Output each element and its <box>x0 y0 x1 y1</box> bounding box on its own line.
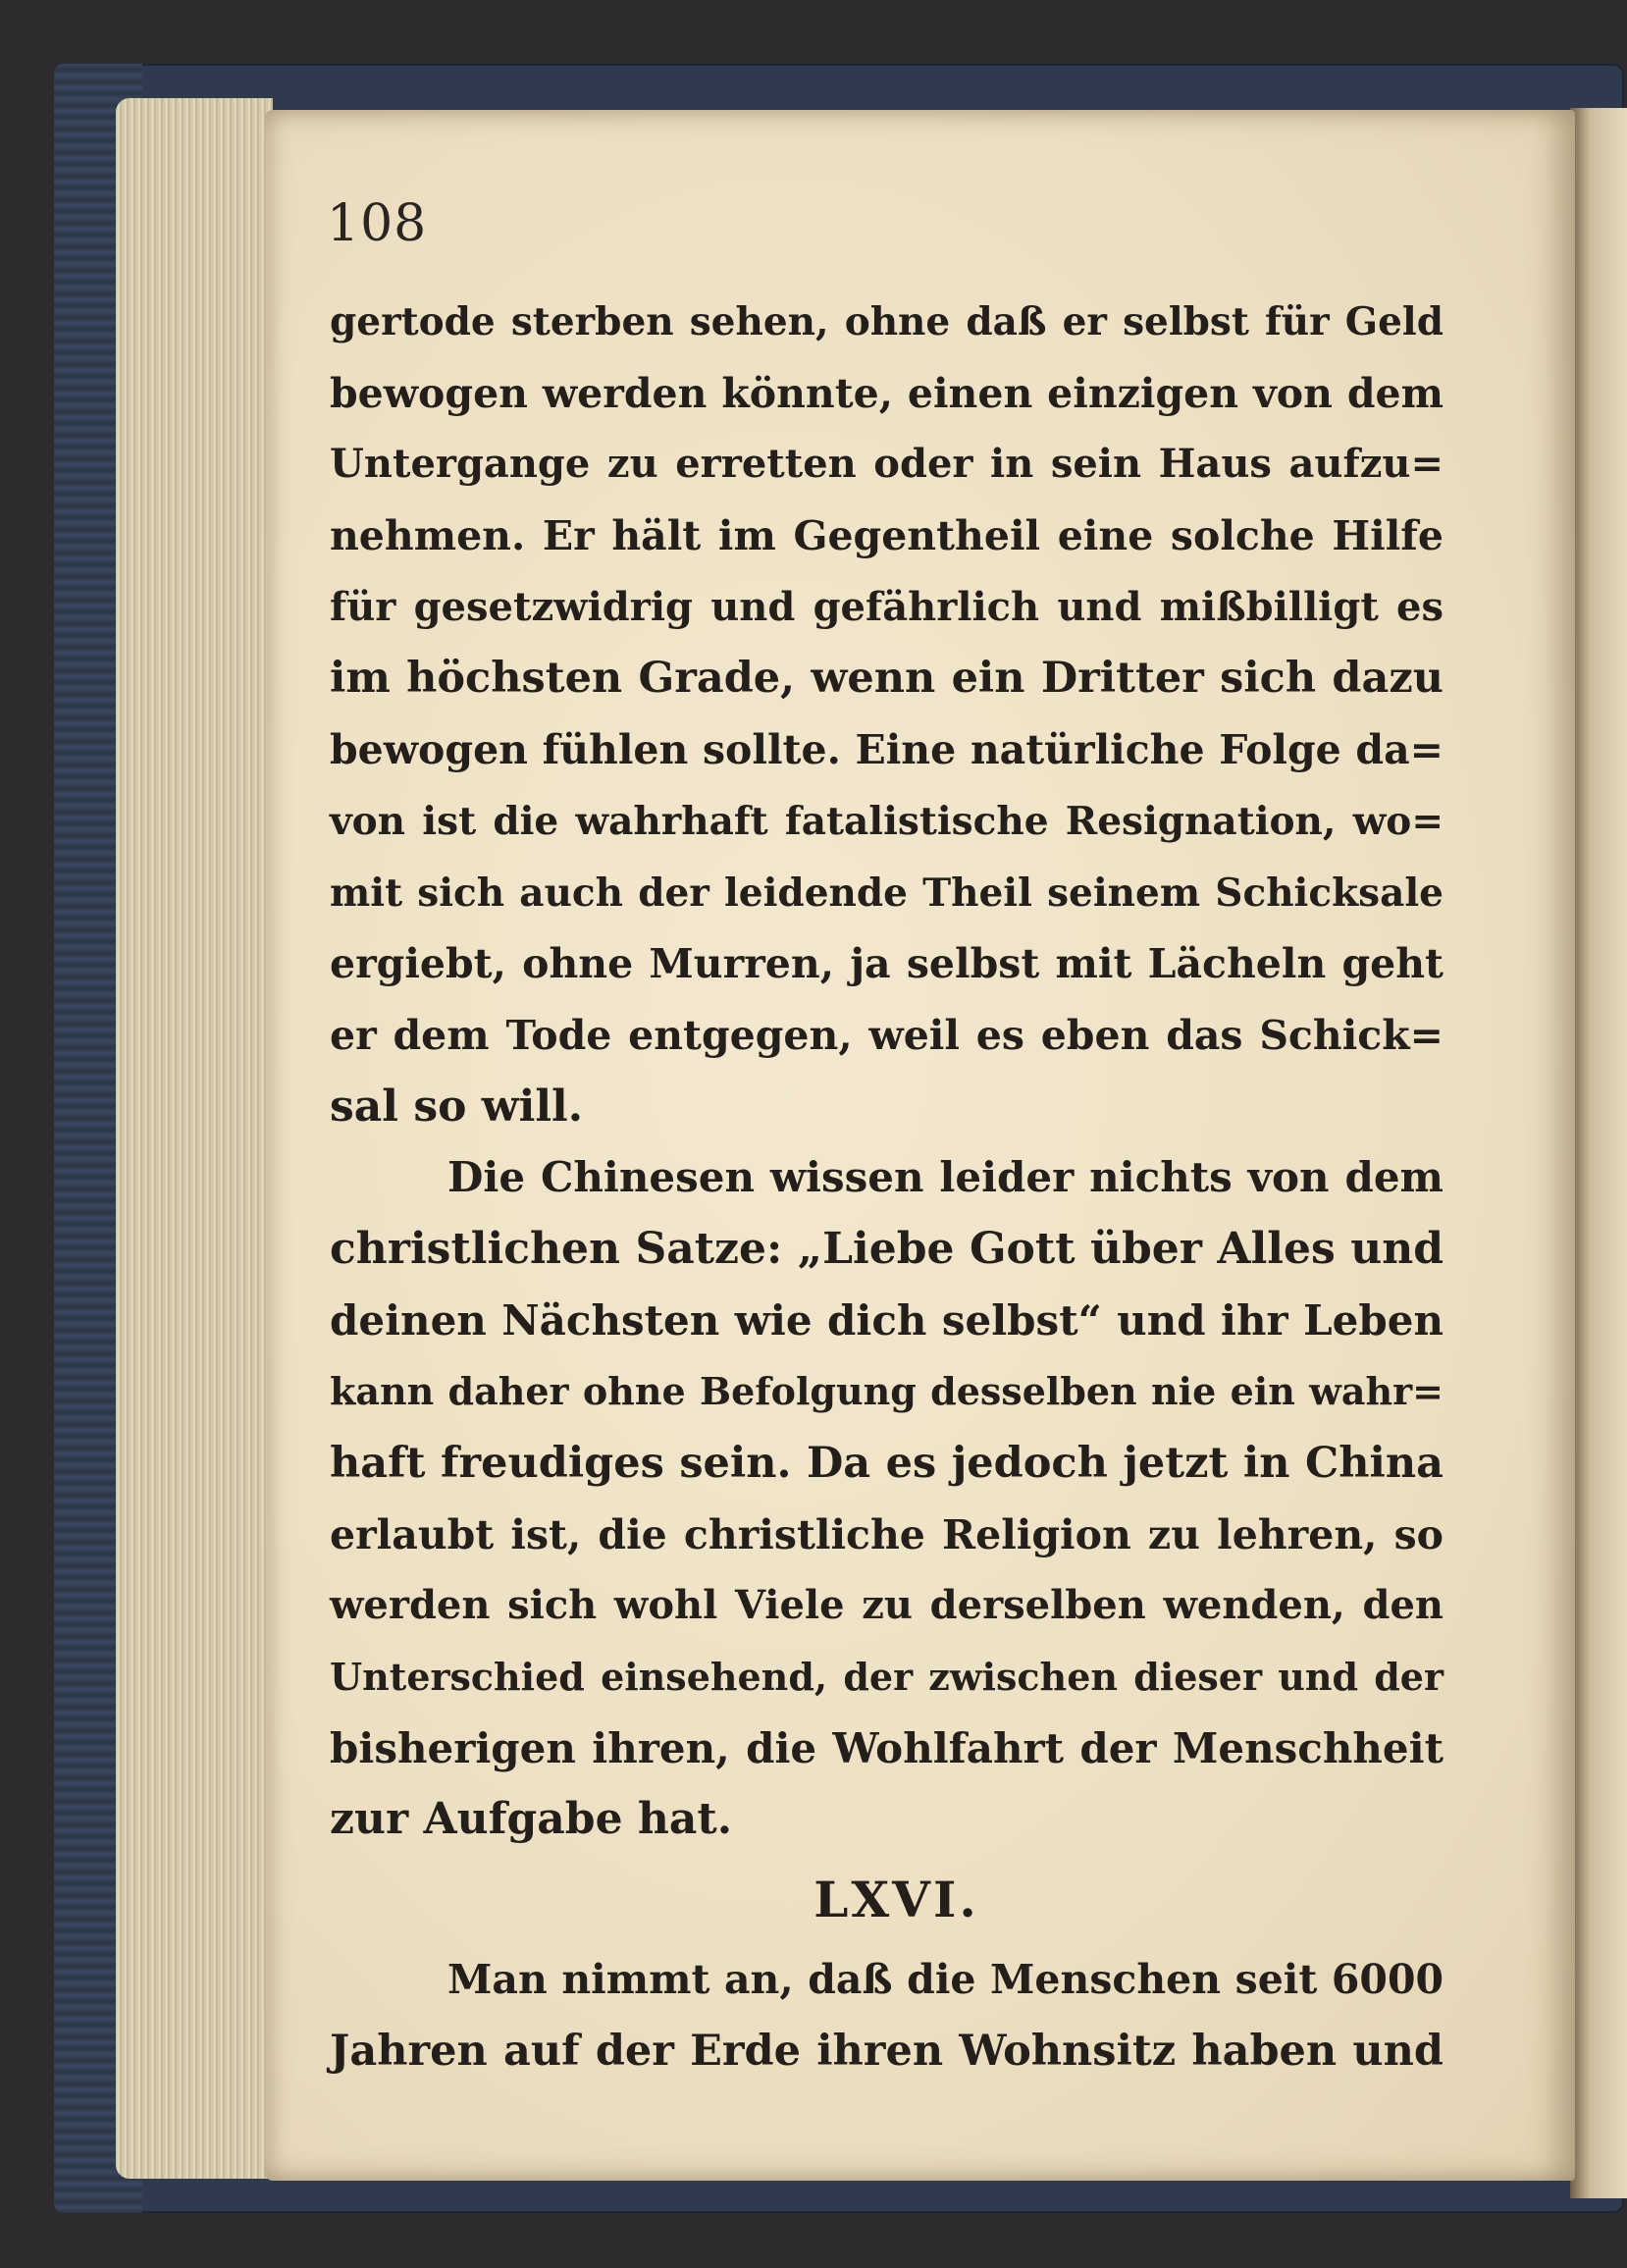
text-line: christlichen Satze: „Liebe Gott über Alles und <box>330 1223 1443 1274</box>
text-line: im höchsten Grade, wenn ein Dritter sich dazu <box>330 654 1443 704</box>
page-number: 108 <box>327 194 428 253</box>
text-line: Die Chinesen wissen leider nichts von dem <box>447 1153 1443 1202</box>
text-line: er dem Tode entgegen, weil es eben das Schick= <box>330 1011 1443 1059</box>
text-line: Jahren auf der Erde ihren Wohnsitz haben und <box>330 2026 1443 2076</box>
text-line: nehmen. Er hält im Gegentheil eine solche Hilfe <box>330 512 1443 560</box>
page-text <box>330 287 1443 2087</box>
text-line: bewogen fühlen sollte. Eine natürliche Folge da= <box>330 726 1443 774</box>
text-line: Untergange zu erretten oder in sein Haus aufzu= <box>330 441 1443 488</box>
text-line: Man nimmt an, daß die Menschen seit 6000 <box>447 1956 1443 2004</box>
text-line: gertode sterben sehen, ohne daß er selbst für Geld <box>330 299 1443 344</box>
text-line: mit sich auch der leidende Theil seinem Schicksale <box>330 870 1443 916</box>
paragraph-2 <box>330 1142 1443 1856</box>
text-line: zur Aufgabe hat. <box>330 1794 733 1845</box>
page-edges <box>116 98 273 2179</box>
text-line: deinen Nächsten wie dich selbst“ und ihr Leben <box>330 1295 1443 1345</box>
text-line: kann daher ohne Befolgung desselben nie ein wahr= <box>330 1369 1443 1414</box>
text-line: bisherigen ihren, die Wohlfahrt der Menschheit <box>330 1723 1443 1772</box>
text-line: werden sich wohl Viele zu derselben wenden, den <box>330 1582 1443 1629</box>
text-line: von ist die wahrhaft fatalistische Resignation, wo= <box>330 798 1443 844</box>
paragraph-1 <box>330 287 1443 1142</box>
section-heading: LXVI. <box>814 1871 979 1929</box>
text-line: Unterschied einsehend, der zwischen dieser und der <box>330 1655 1443 1700</box>
text-line: sal so will. <box>330 1081 584 1132</box>
text-line: für gesetzwidrig und gefährlich und mißbilligt es <box>330 583 1443 630</box>
text-line: haft freudiges sein. Da es jedoch jetzt in China <box>330 1439 1443 1488</box>
text-line: ergiebt, ohne Murren, ja selbst mit Lächeln geht <box>330 940 1443 988</box>
text-line: bewogen werden könnte, einen einzigen von dem <box>330 369 1443 417</box>
text-line: erlaubt ist, die christliche Religion zu lehren, so <box>330 1510 1443 1558</box>
paragraph-3 <box>330 1944 1443 2086</box>
facing-page-edge <box>1570 108 1627 2198</box>
